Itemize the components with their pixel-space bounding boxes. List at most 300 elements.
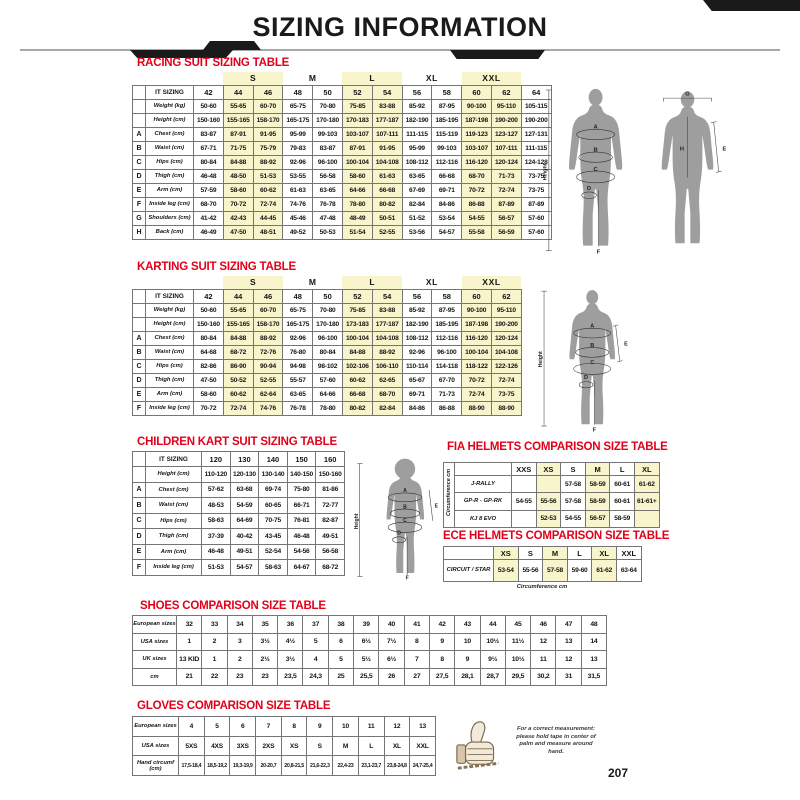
- value-cell: 54-56: [287, 544, 316, 560]
- value-cell: 7½: [379, 633, 404, 651]
- fia-table-title: FIA HELMETS COMPARISON SIZE TABLE: [447, 441, 668, 453]
- value-cell: 88-92: [253, 155, 283, 169]
- value-cell: 190-200: [491, 113, 521, 127]
- value-cell: 85-92: [402, 303, 432, 317]
- value-cell: 47-48: [313, 211, 343, 225]
- row-label: Thigh (cm): [146, 373, 194, 387]
- value-cell: 185-195: [432, 113, 462, 127]
- value-cell: 76-80: [283, 345, 313, 359]
- row-label: CIRCUIT / STAR: [444, 560, 494, 582]
- gloves-table: [132, 716, 436, 776]
- value-cell: 54-55: [462, 211, 492, 225]
- value-cell: 68-72: [316, 560, 345, 576]
- value-cell: 177-187: [372, 113, 402, 127]
- value-cell: 90-100: [462, 303, 492, 317]
- value-cell: 11: [358, 717, 384, 737]
- value-cell: 56-57: [491, 211, 521, 225]
- size-group-label: S: [223, 276, 283, 289]
- size-header-cell: 58: [432, 85, 462, 99]
- size-header-cell: 64: [521, 85, 551, 99]
- value-cell: 53-54: [494, 560, 519, 582]
- value-cell: 52-55: [253, 373, 283, 387]
- measure-letter-e: E: [722, 146, 727, 153]
- decoration-tab-right: [450, 50, 545, 59]
- measure-letter-e: E: [434, 503, 439, 510]
- letter-cell: [133, 452, 146, 467]
- children-table-title: CHILDREN KART SUIT SIZING TABLE: [137, 436, 337, 448]
- row-label: Hand circumf (cm): [133, 756, 179, 776]
- size-header-cell: 56: [402, 289, 432, 303]
- value-cell: 51-53: [202, 560, 231, 576]
- size-header-cell: 58: [432, 289, 462, 303]
- size-header-cell: XS: [494, 547, 519, 560]
- value-cell: 46-48: [202, 544, 231, 560]
- value-cell: 80-84: [313, 345, 343, 359]
- value-cell: 70-80: [313, 303, 343, 317]
- value-cell: XL: [384, 736, 410, 756]
- size-header-cell: 42: [194, 289, 224, 303]
- row-label: Weight (kg): [146, 303, 194, 317]
- value-cell: 56-58: [313, 169, 343, 183]
- value-cell: 37: [303, 616, 328, 634]
- value-cell: 21,6-22,3: [307, 756, 333, 776]
- value-cell: 79-83: [283, 141, 313, 155]
- value-cell: 111-115: [402, 127, 432, 141]
- value-cell: 80-84: [194, 331, 224, 345]
- value-cell: 2XS: [256, 736, 282, 756]
- value-cell: 63-65: [402, 169, 432, 183]
- row-label: Thigh (cm): [146, 529, 202, 545]
- value-cell: 63-65: [283, 387, 313, 401]
- shoes-table-mount: [132, 615, 607, 686]
- value-cell: 48: [581, 616, 606, 634]
- row-label: Waist (cm): [146, 345, 194, 359]
- page-title: SIZING INFORMATION: [252, 12, 548, 42]
- letter-cell: [133, 289, 146, 303]
- value-cell: 50-53: [313, 225, 343, 239]
- value-cell: 82-84: [372, 401, 402, 415]
- value-cell: 46: [531, 616, 556, 634]
- value-cell: 68-72: [223, 345, 253, 359]
- size-header-cell: 44: [223, 85, 253, 99]
- value-cell: 86-88: [432, 401, 462, 415]
- value-cell: 47-50: [223, 225, 253, 239]
- measure-letter-a: A: [403, 488, 407, 495]
- value-cell: 110-114: [402, 359, 432, 373]
- value-cell: 4XS: [204, 736, 230, 756]
- value-cell: 73-75: [491, 387, 521, 401]
- value-cell: 82-86: [194, 359, 224, 373]
- measure-letter-a: A: [590, 323, 595, 330]
- letter-cell: [133, 303, 146, 317]
- value-cell: 57-58: [543, 560, 568, 582]
- fia-table-mount: [443, 462, 660, 528]
- letter-cell: G: [133, 211, 146, 225]
- size-group-label: M: [308, 73, 317, 84]
- value-cell: 55-56: [536, 493, 561, 510]
- value-cell: 20,8-21,5: [281, 756, 307, 776]
- value-cell: 94-98: [283, 359, 313, 373]
- decoration-corner-tab: [703, 0, 800, 11]
- value-cell: 55-65: [223, 99, 253, 113]
- page-number: 207: [608, 766, 629, 780]
- value-cell: M: [333, 736, 359, 756]
- size-group-label: XL: [425, 73, 438, 84]
- measurement-note: For a correct measurement: please hold tape in center of palm and measure around hand.: [516, 726, 596, 756]
- value-cell: 48-49: [342, 211, 372, 225]
- measure-letter-g: G: [685, 91, 690, 98]
- size-header-cell: 140: [259, 452, 288, 467]
- value-cell: XS: [281, 736, 307, 756]
- value-cell: 44: [480, 616, 505, 634]
- value-cell: 4½: [278, 633, 303, 651]
- value-cell: 54-57: [432, 225, 462, 239]
- decoration-tab-up: [203, 41, 261, 50]
- value-cell: 5: [328, 651, 353, 669]
- value-cell: 2½: [252, 651, 277, 669]
- size-header-cell: 56: [402, 85, 432, 99]
- value-cell: 76-81: [287, 513, 316, 529]
- row-label: cm: [133, 668, 177, 686]
- value-cell: 104-108: [372, 155, 402, 169]
- size-header-cell: 46: [253, 289, 283, 303]
- value-cell: 108-112: [402, 331, 432, 345]
- letter-cell: D: [133, 373, 146, 387]
- letter-cell: [133, 85, 146, 99]
- value-cell: 64-66: [342, 183, 372, 197]
- letter-cell: E: [133, 387, 146, 401]
- measure-letter-f: F: [405, 575, 409, 580]
- value-cell: 38: [328, 616, 353, 634]
- value-cell: 187-198: [462, 317, 492, 331]
- value-cell: 96-100: [313, 331, 343, 345]
- size-group-label: S: [223, 72, 283, 85]
- value-cell: 49-51: [230, 544, 259, 560]
- value-cell: 55-58: [462, 225, 492, 239]
- value-cell: 87-91: [223, 127, 253, 141]
- value-cell: 72-74: [491, 183, 521, 197]
- value-cell: 61-63: [283, 183, 313, 197]
- value-cell: 81-86: [316, 482, 345, 498]
- value-cell: 23,1-23,7: [358, 756, 384, 776]
- row-label: Height (cm): [146, 467, 202, 483]
- value-cell: 70-72: [223, 197, 253, 211]
- value-cell: 60-70: [253, 303, 283, 317]
- letter-cell: [133, 99, 146, 113]
- value-cell: 170-183: [342, 113, 372, 127]
- shoes-table-title: SHOES COMPARISON SIZE TABLE: [140, 600, 326, 612]
- value-cell: 60-61: [610, 493, 635, 510]
- karting-figure: [535, 287, 635, 435]
- value-cell: 84-88: [223, 331, 253, 345]
- value-cell: 9½: [480, 651, 505, 669]
- value-cell: 2: [227, 651, 252, 669]
- value-cell: 120-124: [491, 155, 521, 169]
- value-cell: 92-96: [402, 345, 432, 359]
- height-label: Height: [353, 513, 360, 530]
- value-cell: 83-87: [313, 141, 343, 155]
- measure-letter-f: F: [592, 427, 596, 434]
- value-cell: 61-63: [372, 169, 402, 183]
- letter-cell: E: [133, 183, 146, 197]
- value-cell: 52-55: [372, 225, 402, 239]
- letter-cell: [133, 467, 146, 483]
- value-cell: 46-48: [287, 529, 316, 545]
- value-cell: 177-187: [372, 317, 402, 331]
- measure-letter-a: A: [593, 124, 598, 131]
- value-cell: 69-74: [259, 482, 288, 498]
- row-label: Hips (cm): [146, 155, 194, 169]
- value-cell: 40-42: [230, 529, 259, 545]
- value-cell: 26: [379, 668, 404, 686]
- value-cell: 95-99: [283, 127, 313, 141]
- value-cell: 53-55: [283, 169, 313, 183]
- value-cell: 59-60: [567, 560, 592, 582]
- value-cell: 58-59: [610, 510, 635, 527]
- size-header-cell: S: [518, 547, 543, 560]
- value-cell: 10: [333, 717, 359, 737]
- value-cell: 4: [303, 651, 328, 669]
- value-cell: 96-100: [432, 345, 462, 359]
- value-cell: 100-104: [342, 331, 372, 345]
- children-table: [132, 451, 345, 576]
- value-cell: 60-61: [610, 476, 635, 493]
- value-cell: 37-39: [202, 529, 231, 545]
- value-cell: 60-62: [223, 387, 253, 401]
- value-cell: 72-77: [316, 498, 345, 514]
- value-cell: 39: [354, 616, 379, 634]
- value-cell: 170-180: [313, 317, 343, 331]
- row-label: Arm (cm): [146, 183, 194, 197]
- value-cell: 72-74: [491, 373, 521, 387]
- value-cell: 60-62: [253, 183, 283, 197]
- value-cell: 28,1: [455, 668, 480, 686]
- size-header-cell: 160: [316, 452, 345, 467]
- value-cell: 88-90: [491, 401, 521, 415]
- value-cell: 31,5: [581, 668, 606, 686]
- value-cell: 40: [379, 616, 404, 634]
- value-cell: 11½: [505, 633, 530, 651]
- value-cell: 21: [177, 668, 202, 686]
- value-cell: 41-42: [194, 211, 224, 225]
- size-header-cell: 130: [230, 452, 259, 467]
- size-header-cell: L: [567, 547, 592, 560]
- row-label: Back (cm): [146, 225, 194, 239]
- value-cell: 75-85: [342, 99, 372, 113]
- value-cell: 64-68: [194, 345, 224, 359]
- value-cell: 72-74: [253, 197, 283, 211]
- value-cell: 34: [227, 616, 252, 634]
- size-header-cell: 54: [372, 289, 402, 303]
- value-cell: 54-59: [230, 498, 259, 514]
- value-cell: 50-52: [223, 373, 253, 387]
- value-cell: 65-75: [283, 303, 313, 317]
- value-cell: 91-95: [372, 141, 402, 155]
- size-header-cell: 44: [223, 289, 253, 303]
- value-cell: 71-75: [223, 141, 253, 155]
- value-cell: 48-53: [202, 498, 231, 514]
- value-cell: 28,7: [480, 668, 505, 686]
- value-cell: 170-180: [313, 113, 343, 127]
- row-label: Shoulders (cm): [146, 211, 194, 225]
- value-cell: 120-124: [491, 331, 521, 345]
- value-cell: 140-150: [287, 467, 316, 483]
- letter-cell: F: [133, 197, 146, 211]
- value-cell: 80-82: [372, 197, 402, 211]
- value-cell: 71-73: [432, 387, 462, 401]
- value-cell: 22,4-23: [333, 756, 359, 776]
- value-cell: 22: [202, 668, 227, 686]
- value-cell: 19,3-19,9: [230, 756, 256, 776]
- value-cell: 24,7-25,4: [410, 756, 436, 776]
- size-header-cell: 54: [372, 85, 402, 99]
- value-cell: 173-183: [342, 317, 372, 331]
- row-label: Arm (cm): [146, 544, 202, 560]
- value-cell: 63-68: [230, 482, 259, 498]
- value-cell: 3XS: [230, 736, 256, 756]
- value-cell: 58-59: [585, 493, 610, 510]
- value-cell: 5XS: [179, 736, 205, 756]
- letter-cell: D: [133, 169, 146, 183]
- value-cell: 64-67: [287, 560, 316, 576]
- row-label: Chest (cm): [146, 331, 194, 345]
- value-cell: 165-175: [283, 113, 313, 127]
- value-cell: 90-94: [253, 359, 283, 373]
- value-cell: 6: [328, 633, 353, 651]
- children-figure: [352, 452, 444, 580]
- size-header-cell: M: [585, 463, 610, 476]
- value-cell: 99-103: [313, 127, 343, 141]
- value-cell: 155-165: [223, 113, 253, 127]
- row-label: USA sizes: [133, 633, 177, 651]
- value-cell: 6: [230, 717, 256, 737]
- row-label: J-RALLY: [455, 476, 512, 493]
- value-cell: 57-62: [202, 482, 231, 498]
- size-header-cell: XS: [536, 463, 561, 476]
- value-cell: [536, 476, 561, 493]
- value-cell: 48-50: [223, 169, 253, 183]
- value-cell: 8: [404, 633, 429, 651]
- value-cell: 100-104: [342, 155, 372, 169]
- value-cell: 57-59: [194, 183, 224, 197]
- value-cell: 5½: [354, 651, 379, 669]
- size-group-label: [133, 72, 224, 85]
- value-cell: 65-75: [283, 99, 313, 113]
- value-cell: 51-53: [253, 169, 283, 183]
- value-cell: 120-130: [230, 467, 259, 483]
- size-header-cell: 50: [313, 85, 343, 99]
- value-cell: 95-110: [491, 99, 521, 113]
- shoes-table: [132, 615, 607, 686]
- letter-cell: F: [133, 560, 146, 576]
- value-cell: 91-95: [253, 127, 283, 141]
- size-header-cell: 60: [462, 85, 492, 99]
- value-cell: 95-110: [491, 303, 521, 317]
- size-header-cell: 48: [283, 85, 313, 99]
- value-cell: 98-102: [313, 359, 343, 373]
- row-label: Weight (kg): [146, 99, 194, 113]
- table-corner-label: [455, 463, 512, 476]
- size-header-cell: XXL: [616, 547, 641, 560]
- measure-letter-f: F: [596, 249, 601, 256]
- gloves-table-title: GLOVES COMPARISON SIZE TABLE: [137, 700, 331, 712]
- value-cell: 30,2: [531, 668, 556, 686]
- karting-table-mount: [132, 276, 522, 416]
- value-cell: 45: [505, 616, 530, 634]
- value-cell: 10: [455, 633, 480, 651]
- value-cell: 35: [252, 616, 277, 634]
- value-cell: 95-99: [402, 141, 432, 155]
- value-cell: 102-106: [342, 359, 372, 373]
- value-cell: 103-107: [342, 127, 372, 141]
- fia-table: [443, 462, 660, 528]
- ece-table: [443, 546, 642, 582]
- value-cell: 158-170: [253, 113, 283, 127]
- letter-cell: [133, 317, 146, 331]
- value-cell: 87-89: [491, 197, 521, 211]
- value-cell: 55-65: [223, 303, 253, 317]
- value-cell: 68-70: [194, 197, 224, 211]
- value-cell: 54-57: [230, 560, 259, 576]
- value-cell: 48-51: [253, 225, 283, 239]
- row-label: Waist (cm): [146, 141, 194, 155]
- value-cell: 29,5: [505, 668, 530, 686]
- value-cell: 57-60: [521, 211, 551, 225]
- value-cell: 116-120: [462, 331, 492, 345]
- value-cell: 96-100: [313, 155, 343, 169]
- value-cell: 57-60: [521, 225, 551, 239]
- value-cell: 42-43: [223, 211, 253, 225]
- value-cell: 103-107: [462, 141, 492, 155]
- value-cell: 73-75: [521, 169, 551, 183]
- value-cell: 87-89: [521, 197, 551, 211]
- value-cell: 13: [581, 651, 606, 669]
- value-cell: 190-200: [491, 317, 521, 331]
- value-cell: 75-79: [253, 141, 283, 155]
- measure-letter-c: C: [593, 167, 598, 174]
- value-cell: 14: [581, 633, 606, 651]
- value-cell: 62-64: [253, 387, 283, 401]
- value-cell: 88-92: [372, 345, 402, 359]
- value-cell: 49-52: [283, 225, 313, 239]
- value-cell: 84-88: [223, 155, 253, 169]
- value-cell: 23: [252, 668, 277, 686]
- value-cell: 58-63: [202, 513, 231, 529]
- value-cell: 4: [179, 717, 205, 737]
- value-cell: 83-88: [372, 99, 402, 113]
- value-cell: 11: [531, 651, 556, 669]
- value-cell: 123-127: [491, 127, 521, 141]
- row-label: European sizes: [133, 616, 177, 634]
- value-cell: 119-123: [462, 127, 492, 141]
- value-cell: 165-175: [283, 317, 313, 331]
- value-cell: 42: [429, 616, 454, 634]
- value-cell: 2: [202, 633, 227, 651]
- value-cell: 53-54: [432, 211, 462, 225]
- value-cell: 110-120: [202, 467, 231, 483]
- value-cell: 114-118: [432, 359, 462, 373]
- value-cell: 61-62: [592, 560, 617, 582]
- measure-letter-d: D: [584, 375, 589, 382]
- value-cell: 108-112: [402, 155, 432, 169]
- value-cell: 150-160: [316, 467, 345, 483]
- value-cell: 72-74: [462, 387, 492, 401]
- value-cell: 63-65: [313, 183, 343, 197]
- value-cell: 67-69: [402, 183, 432, 197]
- value-cell: 70-72: [194, 401, 224, 415]
- value-cell: 13: [410, 717, 436, 737]
- row-label: KJ 8 EVO: [455, 510, 512, 527]
